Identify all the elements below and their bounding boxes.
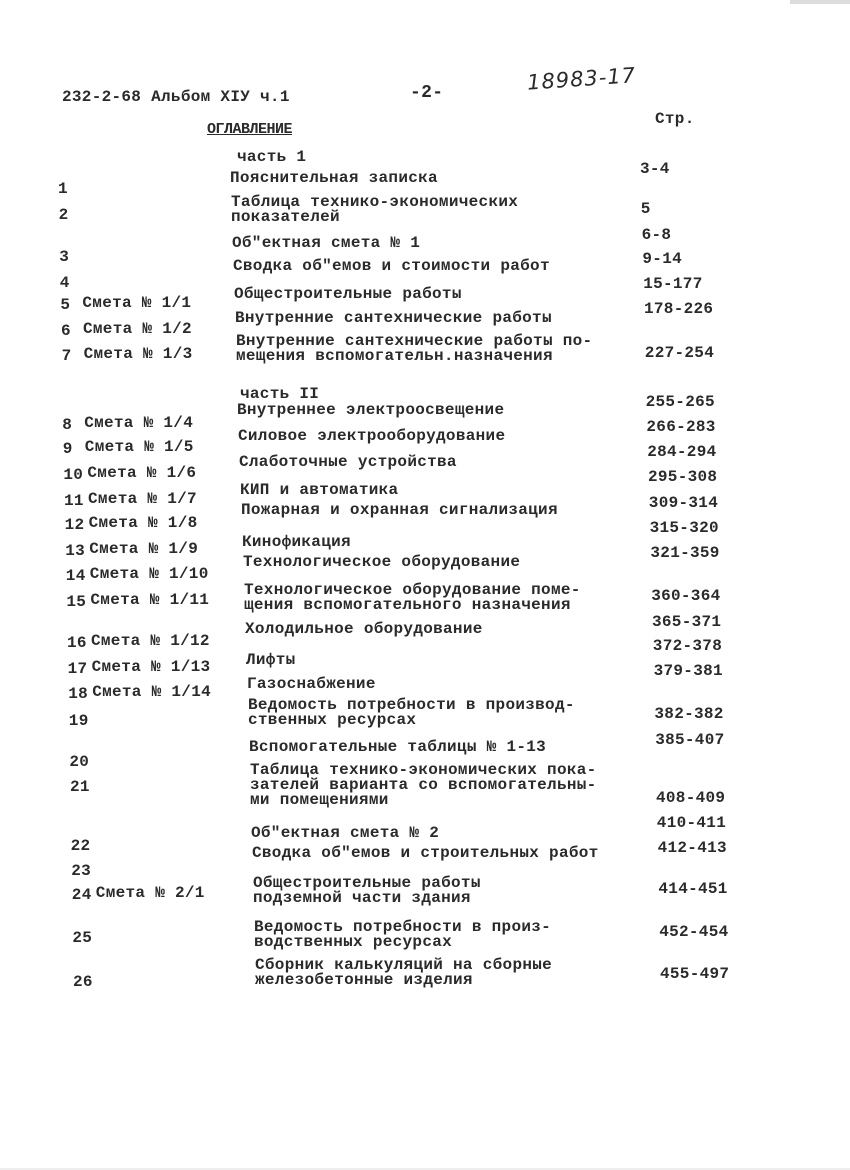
entry-pages: 385-407 [655,731,725,749]
entry-number: 4 [59,274,70,292]
entry-title-line: Ведомость потребности в произ- [254,918,552,936]
entry-title-line: Внутренние сантехнические работы [235,309,552,327]
entry-pages: 408-409 [656,789,726,807]
entry-title-line: Сборник калькуляций на сборные [255,956,553,974]
entry-title-line: ственных ресурсах [248,711,417,729]
entry-pages: 266-283 [646,418,716,436]
estimate-ref: Смета № 1/8 [88,514,198,532]
entry-title-line: показателей [231,208,340,226]
entry-number: 18 [68,685,88,703]
entry-title [232,236,420,251]
estimate-ref: Смета № 1/6 [87,464,197,482]
entry-number: 7 [61,347,72,365]
entry-title [248,698,575,728]
contents-title: ОГЛАВЛЕНИЕ [207,121,293,138]
entry-title [253,876,481,906]
entry-number: 14 [65,567,86,585]
entry-title [231,195,518,225]
entry-number: 23 [71,862,91,880]
entry-number: 17 [67,660,88,678]
entry-title-line: Силовое электрооборудование [238,427,506,445]
entry-title [243,555,520,570]
entry-title-line: Газоснабжение [247,675,376,693]
entry-number: 6 [61,322,71,340]
entry-pages: 379-381 [653,662,723,680]
estimate-ref: Смета № 2/1 [95,884,205,902]
estimate-ref: Смета № 1/11 [90,591,210,609]
entry-number: 2 [58,206,69,224]
entry-pages: 15-177 [643,275,703,293]
entry-title [233,259,550,274]
entry-number: 19 [68,712,89,730]
entry-title [240,483,398,498]
entry-title-line: щения вспомогательного назначения [244,596,571,614]
entry-pages: 412-413 [657,839,727,857]
entry-title-line: Пожарная и охранная сигнализация [241,501,558,519]
entry-title-line: Общестроительные работы [234,285,462,303]
entry-number: 3 [59,248,70,266]
entry-pages: 5 [640,200,651,218]
entry-title-line: КИП и автоматика [240,481,399,499]
entry-pages: 3-4 [640,160,670,178]
entry-title [247,677,376,692]
entry-title [235,311,552,326]
entry-title-line: зателей варианта со вспомогательны- [250,776,597,794]
entry-number: 16 [67,634,87,652]
entry-title-line: водственных ресурсах [254,933,453,951]
entry-pages: 315-320 [649,519,719,537]
entry-title-line: Внутренние сантехнические работы по- [236,332,593,350]
entry-title-line: Технологическое оборудование [243,553,521,571]
estimate-ref: Смета № 1/12 [91,632,210,650]
entry-number: 10 [63,466,84,484]
pages-column-label: Стр. [655,110,695,128]
entry-title-line: Сводка об"емов и строительных работ [252,844,599,862]
entry-title [230,171,438,186]
entry-title-line: Об"ектная смета № 2 [251,824,440,842]
entry-title-line: Ведомость потребности в производ- [248,696,575,714]
entry-title [246,653,296,668]
entry-number: 9 [62,440,73,458]
entry-number: 25 [72,929,93,947]
estimate-ref: Смета № 1/10 [89,565,209,583]
album-code: 232-2-68 Альбом XIУ ч.1 [62,88,290,106]
entry-pages: 284-294 [647,443,717,461]
entry-title [251,826,439,841]
part2-label: часть II [240,385,320,403]
entry-pages: 9-14 [642,250,682,268]
entry-number: 11 [64,492,84,510]
entry-pages: 455-497 [660,965,730,983]
estimate-ref: Смета № 1/7 [88,490,197,508]
entry-pages: 410-411 [656,814,727,832]
entry-pages: 6-8 [641,226,672,244]
entry-title-line: мещения вспомогательн.назначения [236,347,553,365]
entry-title-line: подземной части здания [253,889,471,907]
entry-title-line: железобетонные изделия [255,971,473,989]
entry-title-line: Лифты [246,651,296,669]
entry-pages: 227-254 [644,344,715,362]
estimate-ref: Смета № 1/5 [84,438,194,456]
entry-title-line: Слаботочные устройства [239,453,457,471]
entry-number: 15 [66,593,87,611]
entry-number: 8 [62,416,73,434]
estimate-ref: Смета № 1/4 [84,414,194,432]
entry-number: 22 [70,837,91,855]
entry-pages: 255-265 [645,393,715,411]
entry-pages: 414-451 [658,880,728,898]
entry-pages: 360-364 [651,587,721,605]
estimate-ref: Смета № 1/2 [83,320,192,338]
entry-title [238,429,505,444]
entry-title [239,455,457,470]
entry-title [245,622,483,637]
entry-title-line: Кинофикация [242,533,351,551]
entry-title-line: ми помещениями [250,791,389,809]
entry-pages: 382-382 [654,705,724,723]
part1-label: часть 1 [237,148,307,166]
entry-title [252,846,599,861]
entry-title [250,763,597,808]
entry-title-line: Об"ектная смета № 1 [232,234,421,252]
entry-title [237,403,504,418]
entry-title [242,535,351,550]
entry-pages: 321-359 [650,544,720,562]
entry-number: 12 [64,516,85,534]
scan-edge [790,0,850,4]
entry-title-line: Холодильное оборудование [245,620,483,638]
entry-title [236,334,592,364]
entry-title-line: Внутреннее электроосвещение [237,401,505,419]
estimate-ref: Смета № 1/14 [92,683,212,701]
entry-title-line: Таблица технико-экономических пока- [250,761,597,779]
entry-number: 13 [65,542,85,560]
entry-title-line: Общестроительные работы [253,874,481,892]
entry-number: 20 [69,753,90,771]
entry-pages: 309-314 [648,494,719,512]
entry-title [254,920,551,950]
entry-title [244,583,581,613]
entry-number: 21 [70,778,90,796]
entry-title-line: Сводка об"емов и стоимости работ [233,257,550,275]
estimate-ref: Смета № 1/1 [82,294,192,312]
entry-number: 5 [60,296,71,314]
entry-title [241,503,558,518]
entry-title-line: Таблица технико-экономических [231,193,519,211]
entry-pages: 452-454 [659,923,729,941]
handwritten-number: 18983-17 [526,63,637,95]
page-number: -2- [410,83,444,103]
entry-pages: 372-378 [652,637,723,655]
estimate-ref: Смета № 1/13 [91,658,211,676]
entry-pages: 178-226 [644,300,714,318]
entry-title [249,740,546,755]
entry-number: 26 [73,973,93,991]
entry-number: 24 [71,886,92,904]
entry-title-line: Пояснительная записка [230,169,438,187]
entry-pages: 295-308 [648,468,718,486]
entry-title [234,287,462,302]
entry-pages: 365-371 [652,613,722,631]
entry-number: 1 [58,180,68,198]
estimate-ref: Смета № 1/9 [89,540,199,558]
entry-title-line: Технологическое оборудование поме- [244,581,581,599]
entry-title [255,958,552,988]
entry-title-line: Вспомогательные таблицы № 1-13 [249,738,547,756]
estimate-ref: Смета № 1/3 [83,345,193,363]
